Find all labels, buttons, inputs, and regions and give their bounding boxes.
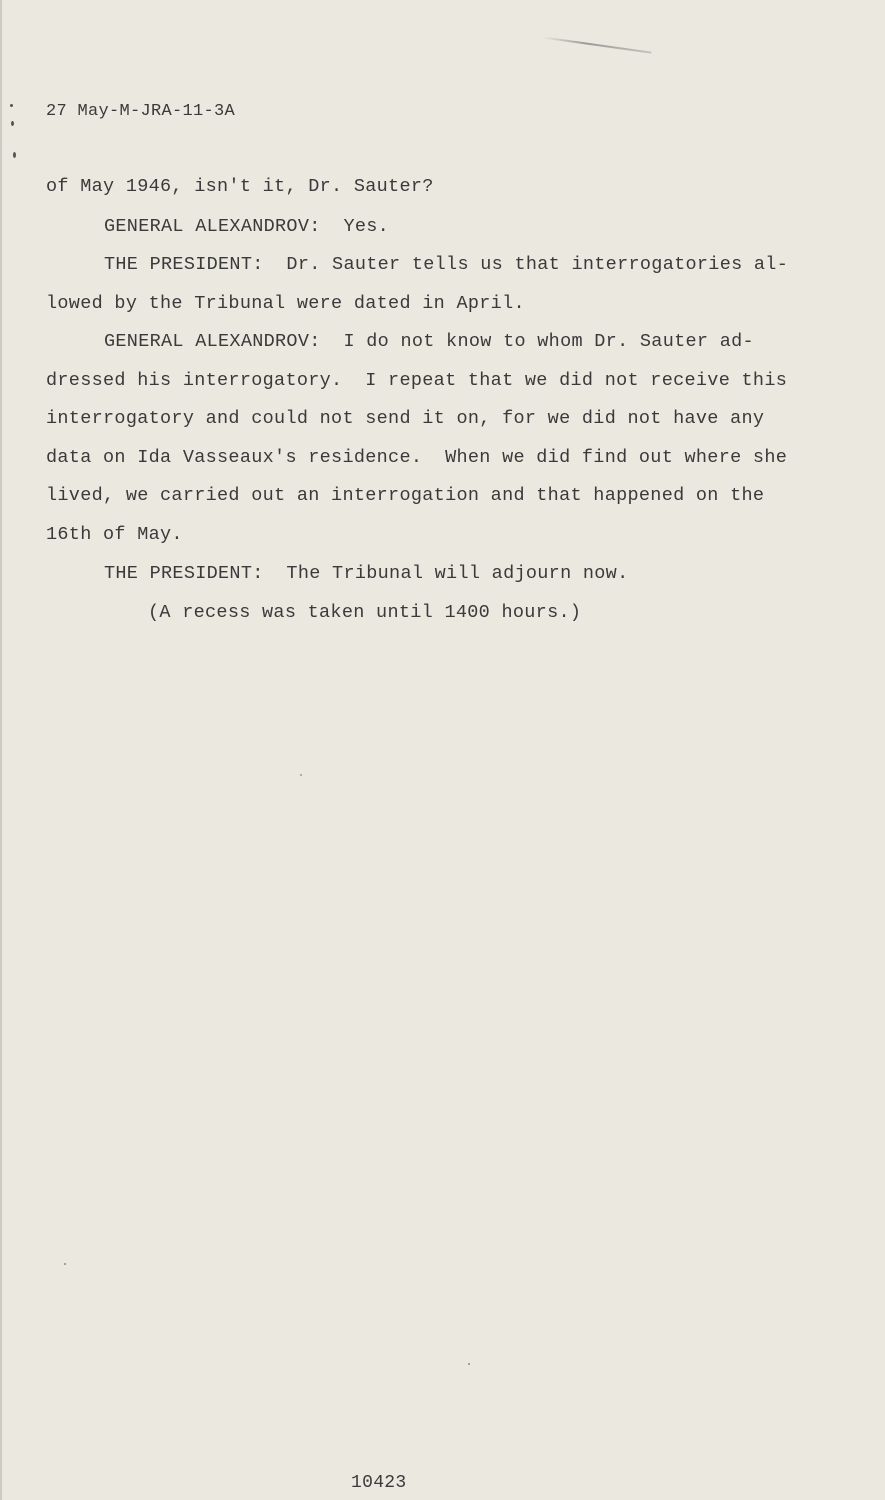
transcript-line: data on Ida Vasseaux's residence. When we did find out where she [46, 447, 788, 468]
pencil-scratch-mark [542, 36, 651, 53]
margin-speck [13, 152, 16, 158]
margin-speck [11, 121, 14, 126]
document-reference: 27 May-M-JRA-11-3A [46, 102, 236, 121]
transcript-line: lived, we carried out an interrogation and that happened on the [46, 485, 765, 506]
transcript-line: of May 1946, isn't it, Dr. Sauter? [46, 176, 434, 197]
transcript-line: dressed his interrogatory. I repeat that we did not receive this [46, 370, 788, 391]
transcript-line: lowed by the Tribunal were dated in April. [46, 293, 525, 314]
transcript-line: THE PRESIDENT: The Tribunal will adjourn now. [104, 563, 629, 584]
transcript-line: 16th of May. [46, 524, 183, 545]
transcript-line: interrogatory and could not send it on, for we did not have any [46, 408, 765, 429]
page-number: 10423 [351, 1473, 407, 1493]
transcript-line: THE PRESIDENT: Dr. Sauter tells us that interrogatories al- [104, 254, 789, 275]
margin-speck [10, 104, 13, 107]
recess-note: (A recess was taken until 1400 hours.) [148, 602, 582, 623]
transcript-line: GENERAL ALEXANDROV: I do not know to whom Dr. Sauter ad- [104, 331, 754, 352]
transcript-line: GENERAL ALEXANDROV: Yes. [104, 216, 390, 237]
paper-speck [468, 1363, 470, 1365]
paper-speck [300, 774, 302, 776]
paper-speck [64, 1263, 66, 1265]
